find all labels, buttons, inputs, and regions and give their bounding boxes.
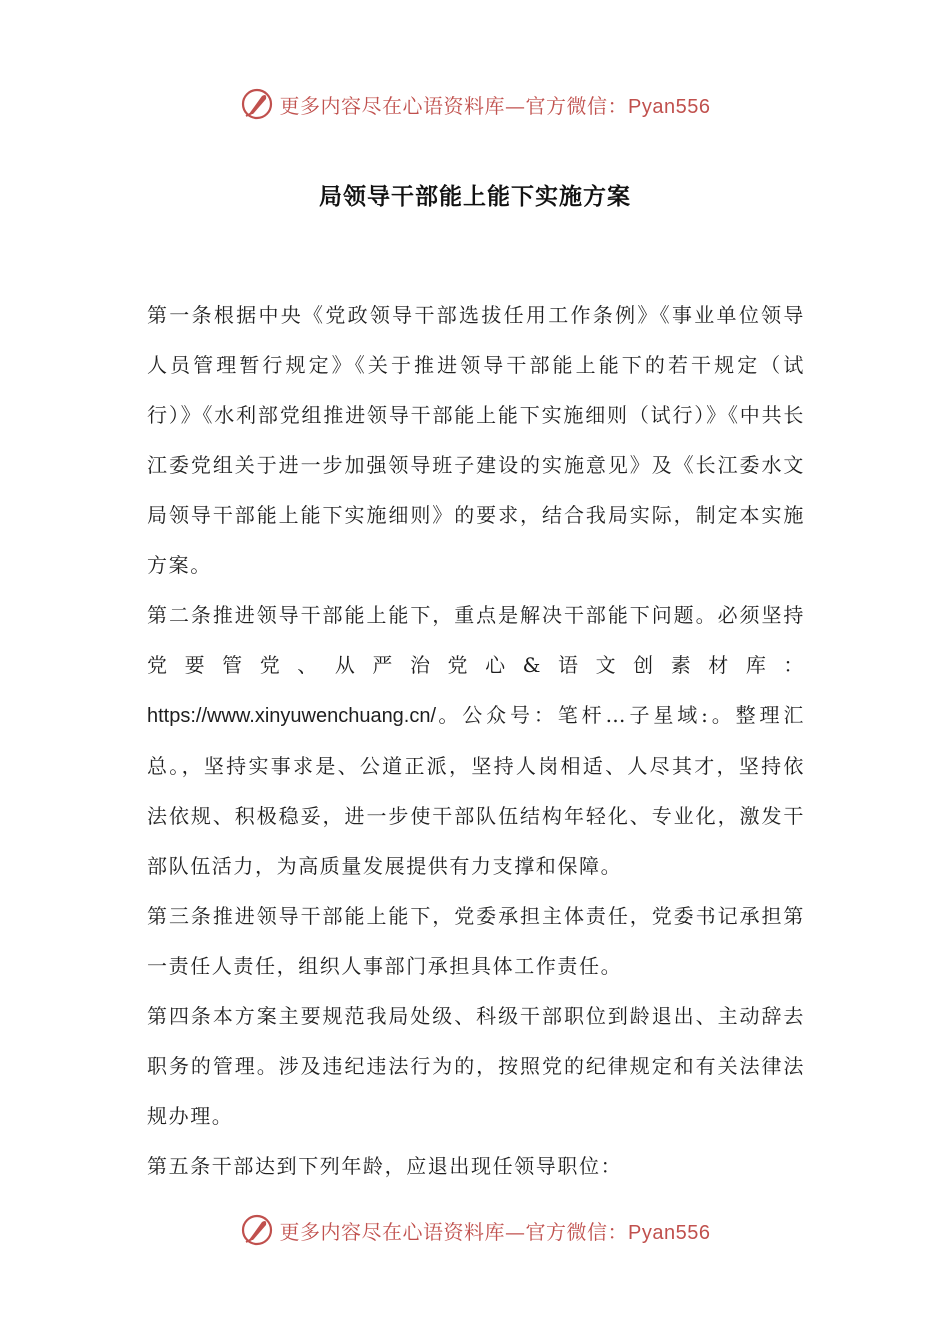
website-link-cont: www.xinyuwenchuang.cn/ — [207, 705, 437, 727]
watermark-text: 更多内容尽在心语资料库—官方微信：Pyan556 — [279, 1219, 711, 1244]
paragraph-article-1: 第一条根据中央《党政领导干部选拔任用工作条例》《事业单位领导人员管理暂行规定》《关于推进领导干部能上能下的若干规定（试行）》《水利部党组推进领导干部能上能下实施细则（试行）》《中共长江委党组关于进一步加强领导班子建设的实施意见》及《长江委水文局领导干部能上能下实施细则》的要求，结合我局实际，制定本实施方案。 — [147, 303, 805, 577]
watermark-banner-bottom — [0, 1210, 950, 1250]
document-title: 局领导干部能上能下实施方案 — [319, 184, 631, 210]
watermark-banner-top — [0, 84, 950, 124]
paragraph-article-3: 第三条推进领导干部能上能下，党委承担主体责任，党委书记承担第一责任人责任，组织人事部门承担具体工作责任。 — [147, 904, 805, 978]
watermark-text: 更多内容尽在心语资料库—官方微信：Pyan556 — [279, 93, 711, 118]
paragraph-article-4: 第四条本方案主要规范我局处级、科级干部职位到龄退出、主动辞去职务的管理。涉及违纪违法行为的，按照党的纪律规定和有关法律法规办理。 — [147, 1004, 805, 1128]
document-body — [147, 290, 805, 1191]
quill-pen-logo-icon — [240, 87, 274, 121]
website-link: https:// — [147, 705, 208, 727]
paragraph-article-2: 第二条推进领导干部能上能下，重点是解决干部能下问题。必须坚持党要管党、从严治党心&语文创素材库：https://www.xinyuwenchuang.cn/。公众号：笔杆…子星域:。整理汇总。，坚持实事求是、公道正派，坚持人岗相适、人尽其才，坚持依法依规、积极稳妥，进一步使干部队伍结构年轻化、专业化，激发干部队伍活力，为高质量发展提供有力支撑和保障。 — [147, 603, 805, 878]
paragraph-article-5: 第五条干部达到下列年龄，应退出现任领导职位： — [147, 1154, 623, 1178]
quill-pen-logo-icon — [240, 1213, 274, 1247]
